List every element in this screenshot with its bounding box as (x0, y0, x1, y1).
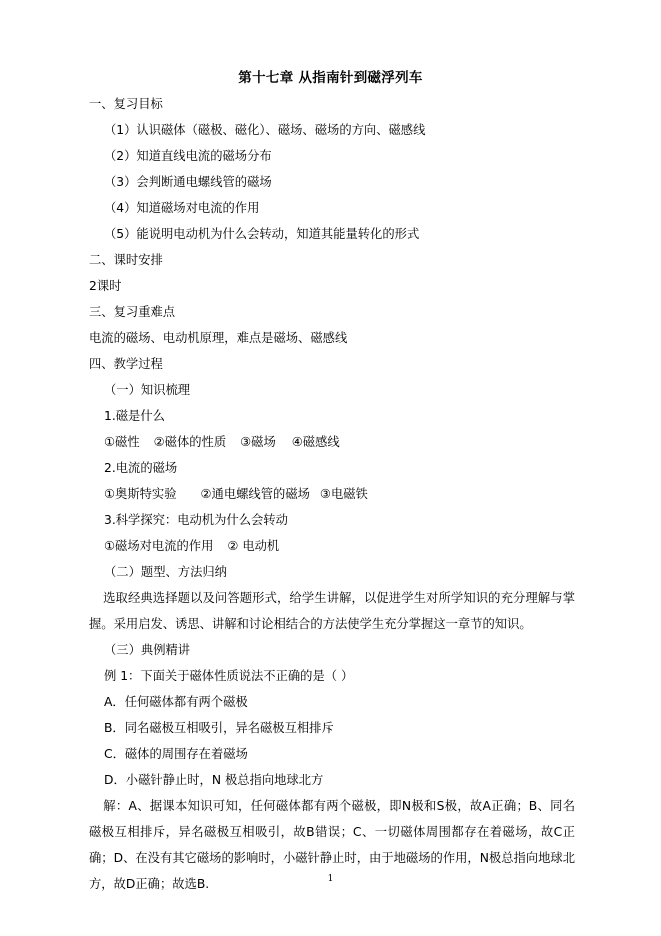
topic-item: ③磁场 (240, 435, 276, 449)
topic-items (104, 434, 340, 450)
solution-text: 解：A、据课本知识可知，任何磁体都有两个磁极，即N极和S极，故A正确；B、同名磁极互相排斥，异名磁极互相吸引，故B错误；C、一切磁体周围都存在着磁场，故C正确；D、在没有其它磁场的影响时，小磁针静止时，由于地磁场的作用，N极总指向地球北方，故D正确；故选B. (89, 799, 575, 891)
key-value: 电流的磁场、电动机原理，难点是磁场、磁感线 (89, 331, 348, 345)
topic-item: ④磁感线 (291, 435, 340, 449)
topic-items (104, 538, 279, 554)
method-paragraph (89, 585, 575, 637)
key-heading: 三、复习重难点 (89, 305, 176, 319)
example-question: 例 1：下面关于磁体性质说法不正确的是（ ） (104, 669, 354, 683)
goal-item: （4）知道磁场对电流的作用 (104, 201, 260, 215)
topic-item: ①磁场对电流的作用 (104, 539, 214, 553)
option-c: C．磁体的周围存在着磁场 (104, 747, 248, 761)
option-b: B．同名磁极互相吸引，异名磁极互相排斥 (104, 721, 334, 735)
goal-item: （2）知道直线电流的磁场分布 (104, 149, 272, 163)
topic-heading: 3.科学探究：电动机为什么会转动 (104, 513, 288, 527)
topic-item: ③电磁铁 (319, 487, 368, 501)
page-number: 1 (327, 874, 334, 884)
topic-item: ①奥斯特实验 (104, 487, 177, 501)
option-a: A．任何磁体都有两个磁极 (104, 695, 248, 709)
schedule-value: 2课时 (89, 279, 122, 293)
topic-item: ②通电螺线管的磁场 (200, 487, 310, 501)
process-heading: 四、教学过程 (89, 357, 163, 371)
method-text: 选取经典选择题以及问答题形式，给学生讲解，以促进学生对所学知识的充分理解与掌握。采用启发、诱思、讲解和讨论相结合的方法使学生充分掌握这一章节的知识。 (89, 591, 575, 631)
topic-item: ②磁体的性质 (153, 435, 227, 449)
option-d: D．小磁针静止时，N 极总指向地球北方 (104, 773, 324, 787)
chapter-title: 第十七章 从指南针到磁浮列车 (238, 70, 423, 86)
goals-heading: 一、复习目标 (89, 97, 163, 111)
schedule-heading: 二、课时安排 (89, 253, 163, 267)
goal-item: （1）认识磁体（磁极、磁化）、磁场、磁场的方向、磁感线 (104, 123, 426, 137)
goal-item: （3）会判断通电螺线管的磁场 (104, 175, 272, 189)
topic-heading: 1.磁是什么 (104, 409, 165, 423)
goal-item: （5）能说明电动机为什么会转动，知道其能量转化的形式 (104, 227, 420, 241)
topic-item: ①磁性 (104, 435, 140, 449)
topic-heading: 2.电流的磁场 (104, 461, 178, 475)
subsection-heading: （二）题型、方法归纳 (104, 565, 227, 579)
subsection-heading: （三）典例精讲 (104, 643, 191, 657)
topic-items (104, 486, 368, 502)
topic-item: ② 电动机 (227, 539, 280, 553)
subsection-heading: （一）知识梳理 (104, 383, 191, 397)
